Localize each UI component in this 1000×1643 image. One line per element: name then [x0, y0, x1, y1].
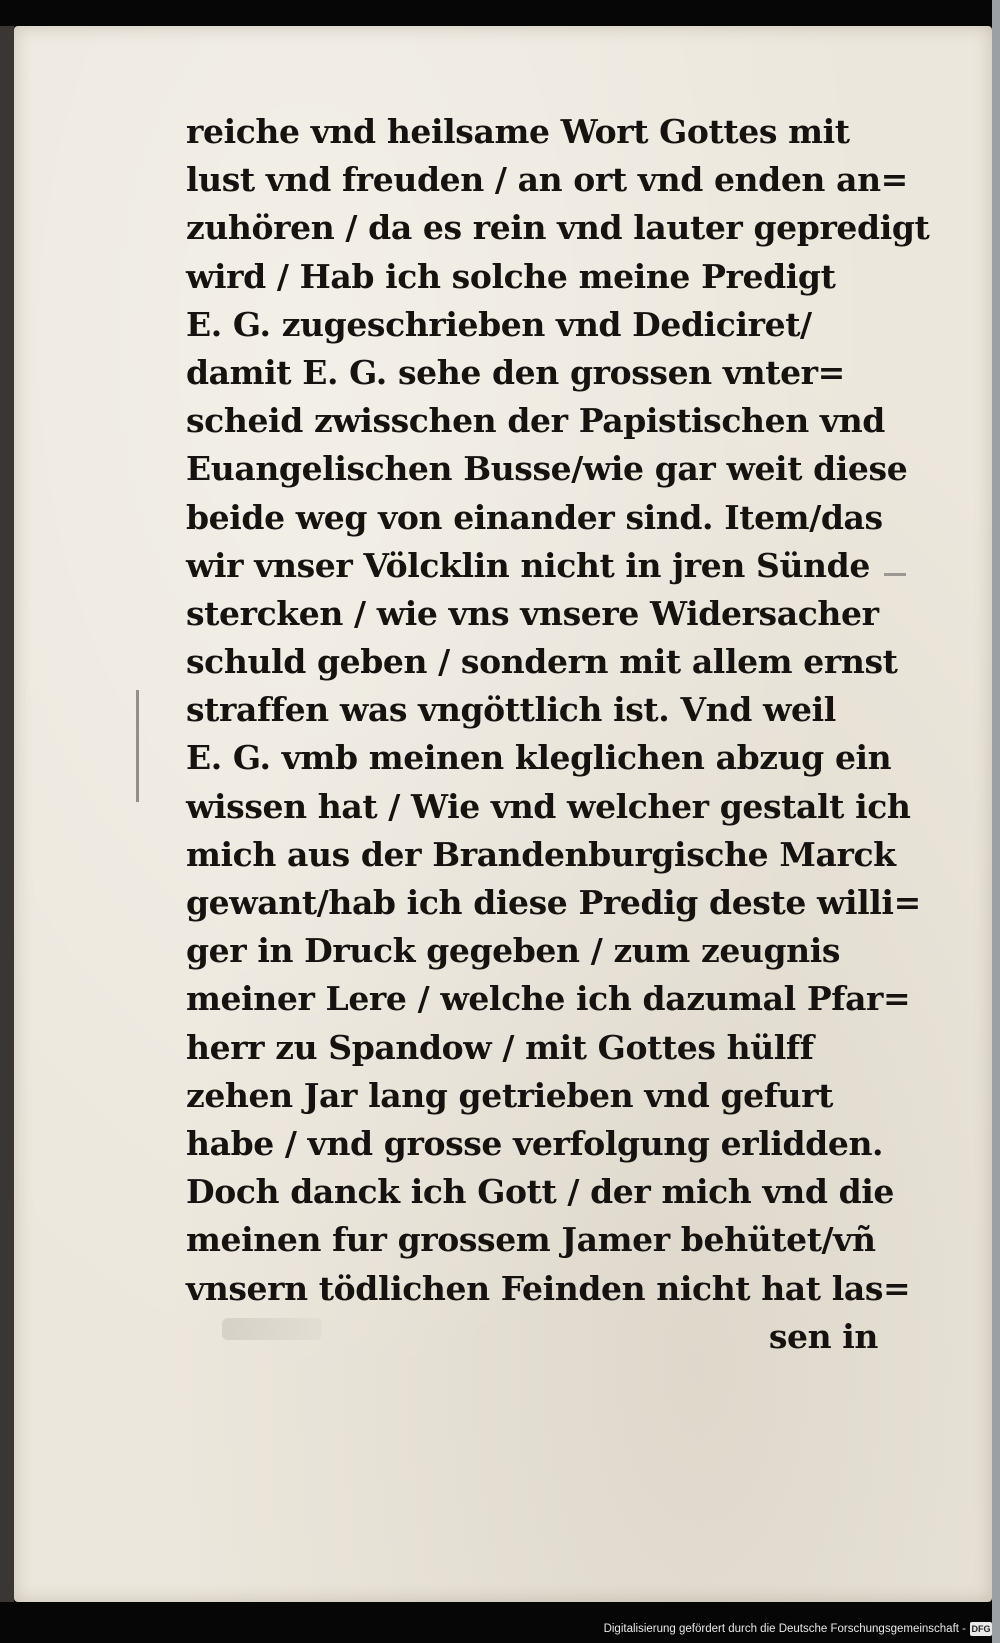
text-line: gewant/hab ich diese Predig deste willi=	[186, 883, 921, 922]
text-line: zuhören / da es rein vnd lauter gepredigt	[186, 208, 930, 248]
page-edge-right	[992, 0, 1000, 1643]
text-line: meinen fur grossem Jamer behütet/vñ	[186, 1220, 876, 1260]
text-line: habe / vnd grosse verfolgung erlidden.	[186, 1123, 884, 1163]
text-line: vnsern tödlichen Feinden nicht hat las=	[186, 1268, 911, 1308]
page-edge-left	[0, 26, 14, 1602]
dfg-logo-icon: DFG	[971, 1624, 991, 1634]
text-line: scheid zwisschen der Papistischen vnd	[186, 401, 885, 441]
catchword-line: sen in	[768, 1316, 878, 1356]
text-line: E. G. vmb meinen kleglichen abzug ein	[186, 738, 892, 778]
text-line: stercken / wie vns vnsere Widersacher	[186, 593, 879, 633]
funding-credit: Digitalisierung gefördert durch die Deutsche Forschungsgemeinschaft -	[603, 1623, 966, 1635]
margin-dash	[884, 573, 906, 576]
text-line: damit E. G. sehe den grossen vnter=	[186, 352, 845, 392]
text-line: mich aus der Brandenburgische Marck	[186, 834, 896, 874]
text-line: lust vnd freuden / an ort vnd enden an=	[186, 160, 908, 200]
text-line: ger in Druck gegeben / zum zeugnis	[186, 931, 841, 971]
text-line: wird / Hab ich solche meine Predigt	[186, 256, 836, 296]
text-line: beide weg von einander sind. Item/das	[186, 497, 883, 537]
text-line: Doch danck ich Gott / der mich vnd die	[186, 1172, 895, 1212]
margin-mark	[136, 690, 139, 802]
text-line: zehen Jar lang getrieben vnd gefurt	[186, 1075, 833, 1115]
text-line: herr zu Spandow / mit Gottes hülff	[186, 1027, 814, 1067]
text-block	[186, 108, 930, 1361]
text-line: Euangelischen Busse/wie gar weit diese	[186, 449, 908, 489]
text-line: wir vnser Völcklin nicht in jren Sünde	[186, 545, 870, 585]
text-line: straffen was vngöttlich ist. Vnd weil	[186, 690, 836, 730]
text-line: meiner Lere / welche ich dazumal Pfar=	[186, 979, 911, 1019]
text-line: reiche vnd heilsame Wort Gottes mit	[186, 112, 850, 151]
text-line: wissen hat / Wie vnd welcher gestalt ich	[186, 786, 911, 826]
footer-bar	[0, 1605, 1000, 1643]
text-line: schuld geben / sondern mit allem ernst	[186, 642, 898, 682]
text-line: E. G. zugeschrieben vnd Dediciret/	[186, 304, 812, 344]
